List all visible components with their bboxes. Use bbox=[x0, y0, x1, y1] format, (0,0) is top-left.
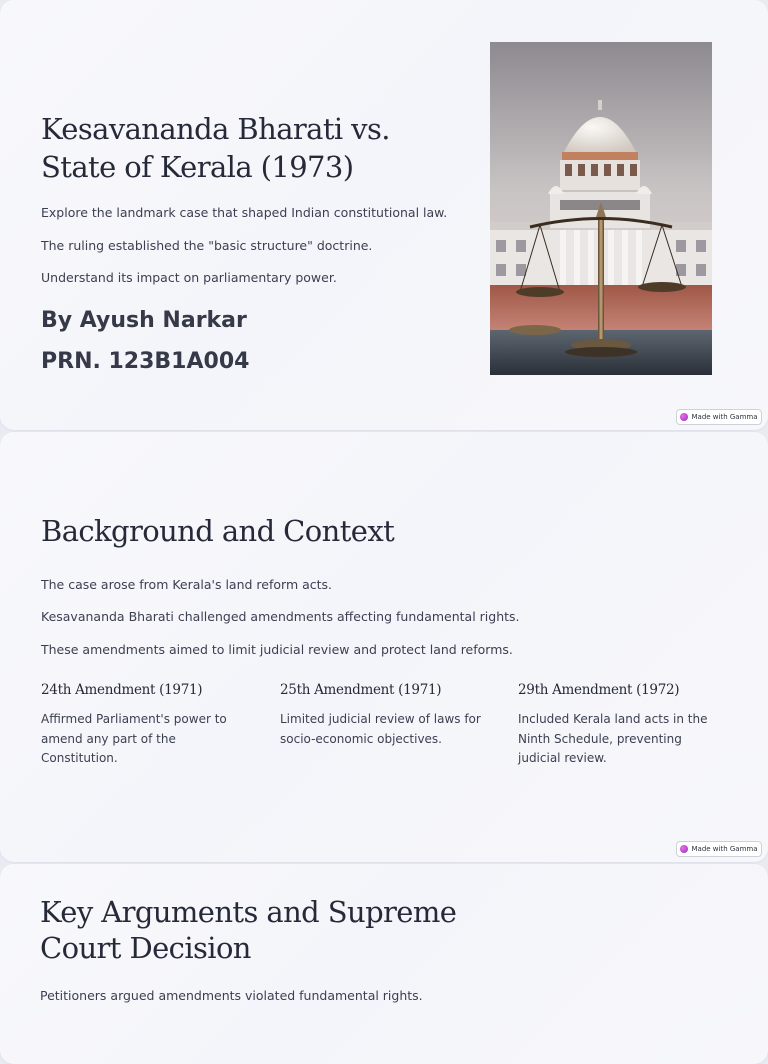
amendment-description: Included Kerala land acts in the Ninth Schedule, preventing judicial review. bbox=[518, 712, 708, 765]
author-prn: PRN. 123B1A004 bbox=[41, 349, 250, 374]
amendment-description: Limited judicial review of laws for socio-economic objectives. bbox=[280, 712, 481, 746]
intro-bullet-3: Understand its impact on parliamentary power. bbox=[41, 270, 337, 285]
amendment-heading: 25th Amendment (1971) bbox=[280, 682, 442, 698]
amendment-heading: 24th Amendment (1971) bbox=[41, 682, 203, 698]
arguments-bullet-1: Petitioners argued amendments violated fundamental rights. bbox=[40, 988, 423, 1003]
amendment-card bbox=[518, 682, 728, 769]
context-bullet-3: These amendments aimed to limit judicial review and protect land reforms. bbox=[41, 642, 513, 657]
supreme-court-scales-image bbox=[490, 42, 712, 375]
amendment-card bbox=[41, 682, 251, 769]
badge-label: Made with Gamma bbox=[691, 413, 758, 421]
context-bullet-1: The case arose from Kerala's land reform acts. bbox=[41, 577, 333, 592]
slide-title bbox=[0, 0, 768, 430]
amendment-heading: 29th Amendment (1972) bbox=[518, 682, 680, 698]
gamma-logo-icon bbox=[680, 413, 688, 421]
slide-1-title: Kesavananda Bharati vs. State of Kerala (1973) bbox=[41, 112, 390, 184]
badge-label: Made with Gamma bbox=[691, 845, 758, 853]
slide-background bbox=[0, 432, 768, 862]
author-name: By Ayush Narkar bbox=[41, 308, 247, 333]
made-with-gamma-badge[interactable] bbox=[676, 841, 762, 857]
amendment-card bbox=[280, 682, 490, 749]
slide-arguments bbox=[0, 864, 768, 1064]
made-with-gamma-badge[interactable] bbox=[676, 409, 762, 425]
intro-bullet-1: Explore the landmark case that shaped Indian constitutional law. bbox=[41, 205, 448, 220]
slide-3-title: Key Arguments and Supreme Court Decision bbox=[40, 895, 457, 965]
context-bullet-2: Kesavananda Bharati challenged amendments affecting fundamental rights. bbox=[41, 609, 520, 624]
slide-2-title: Background and Context bbox=[41, 514, 395, 548]
gamma-logo-icon bbox=[680, 845, 688, 853]
amendment-description: Affirmed Parliament's power to amend any part of the Constitution. bbox=[41, 712, 227, 765]
intro-bullet-2: The ruling established the "basic structure" doctrine. bbox=[41, 238, 373, 253]
